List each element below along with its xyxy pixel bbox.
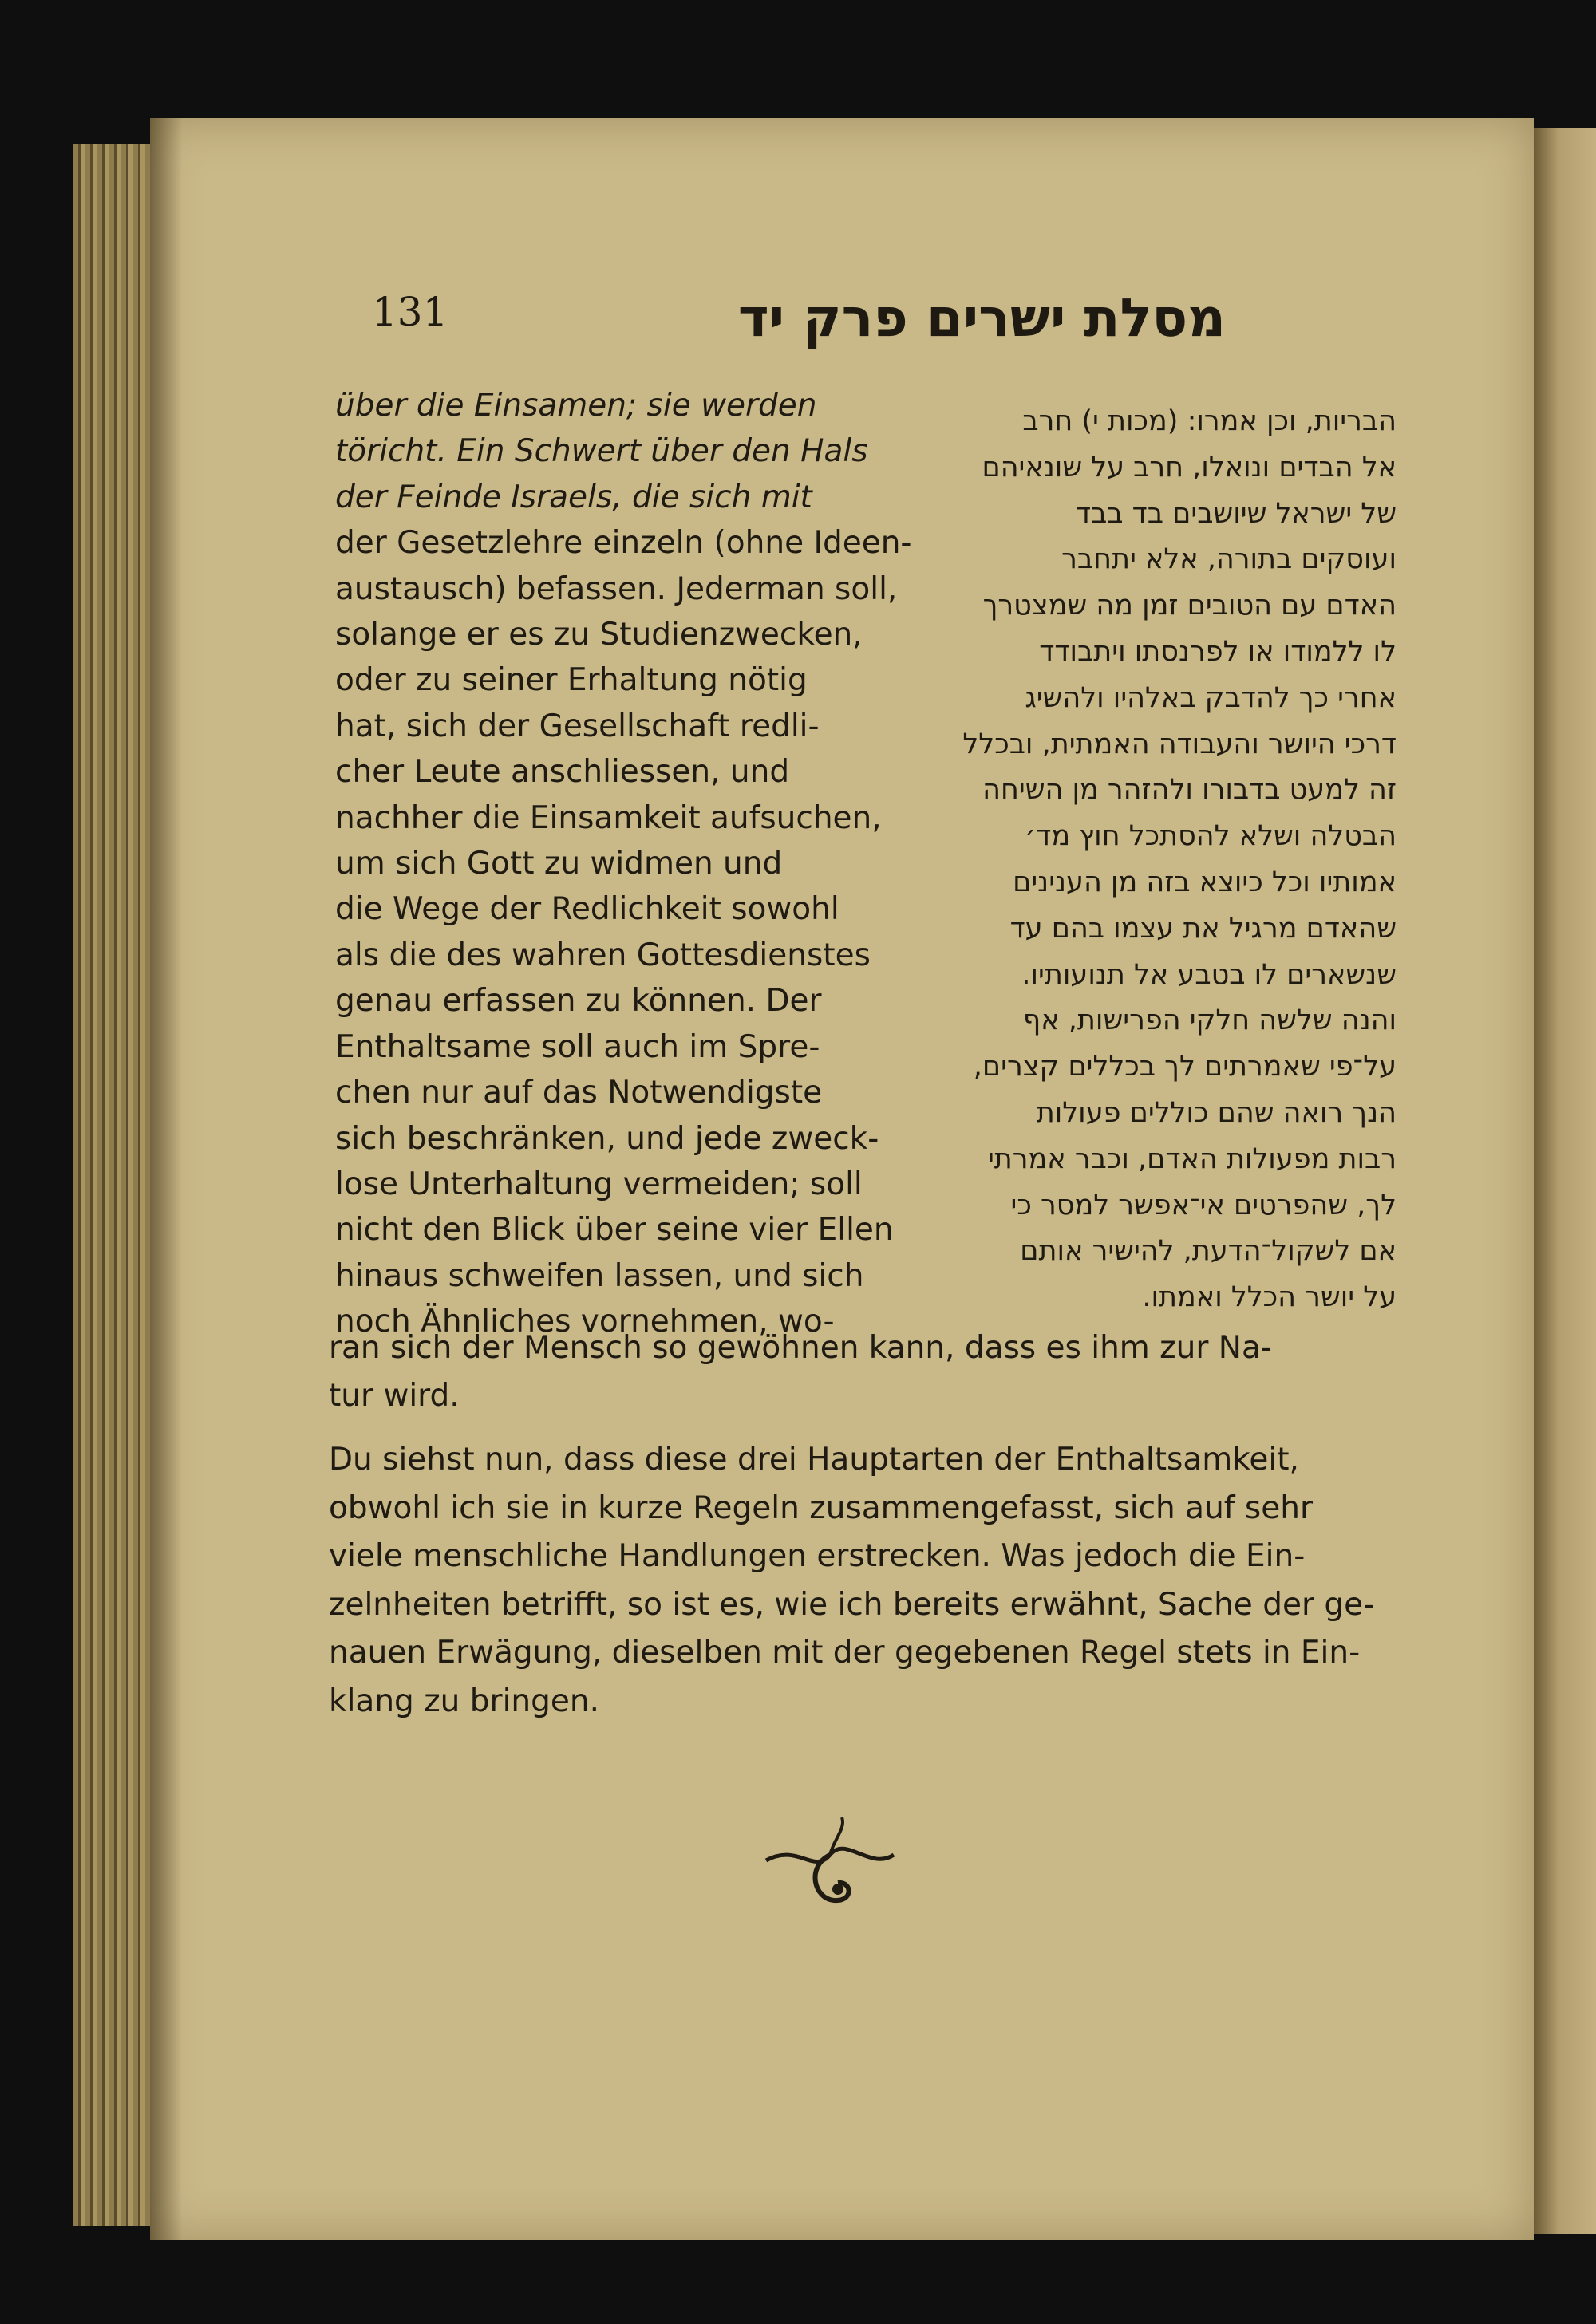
hebrew-text-line: הבטלה ושלא להסתכל חוץ מד׳	[1024, 820, 1396, 853]
paragraph-line: klang zu bringen.	[329, 1683, 599, 1719]
paragraph-line: Du siehst nun, dass diese drei Hauptarten der Enthaltsamkeit,	[329, 1442, 1299, 1478]
page-header	[372, 287, 1226, 375]
hebrew-running-title: מסלת ישרים פרק יד	[737, 287, 1226, 349]
german-translation-column	[335, 383, 910, 1345]
hebrew-text-line: ועוסקים בתורה, אלא יתחבר	[1061, 543, 1396, 576]
german-text-line: oder zu seiner Erhaltung nötig	[335, 662, 808, 699]
hebrew-text-line: לך, שהפרטים אי־אפשר למסר כי	[1010, 1189, 1396, 1221]
german-text-line: der Gesetzlehre einzeln (ohne Ideen-	[335, 525, 912, 562]
final-paragraph	[329, 1436, 1375, 1726]
hebrew-text-line: שנשארים לו בטבע אל תנועותיו.	[1021, 958, 1396, 991]
hebrew-text-line: על יושר הכלל ואמתו.	[1142, 1281, 1396, 1314]
continuation-line: tur wird.	[329, 1378, 460, 1414]
german-text-line: über die Einsamen; sie werden	[335, 388, 817, 424]
german-text-line: noch Ähnliches vornehmen, wo-	[335, 1304, 835, 1340]
german-text-line: austausch) befassen. Jederman soll,	[335, 570, 898, 607]
continuation-text	[329, 1324, 1366, 1420]
german-text-line: töricht. Ein Schwert über den Hals	[335, 433, 868, 470]
german-text-line: genau erfassen zu können. Der	[335, 983, 822, 1020]
german-text-line: hat, sich der Gesellschaft redli-	[335, 708, 820, 744]
continuation-line: ran sich der Mensch so gewöhnen kann, dass es ihm zur Na-	[329, 1330, 1272, 1366]
german-text-line: sich beschränken, und jede zweck-	[335, 1120, 879, 1157]
german-text-line: nicht den Blick über seine vier Ellen	[335, 1212, 894, 1249]
spine-shadow	[150, 118, 182, 2240]
german-text-line: solange er es zu Studienzwecken,	[335, 617, 863, 653]
german-text-line: die Wege der Redlichkeit sowohl	[335, 891, 839, 928]
hebrew-text-line: אם לשקול־הדעת, להישיר אותם	[1020, 1235, 1396, 1268]
german-text-line: chen nur auf das Notwendigste	[335, 1075, 823, 1111]
hebrew-text-line: אמותיו וכל כיוצא בזה מן הענינים	[1013, 866, 1396, 898]
paragraph-line: viele menschliche Handlungen erstrecken. Was jedoch die Ein-	[329, 1538, 1306, 1574]
german-text-line: der Feinde Israels, die sich mit	[335, 479, 812, 515]
ornament-icon	[758, 1811, 902, 1915]
hebrew-text-line: של ישראל שיושבים בד בבד	[1075, 497, 1396, 530]
german-text-line: nachher die Einsamkeit aufsuchen,	[335, 799, 882, 836]
facing-page-edge	[1534, 128, 1596, 2234]
german-text-line: lose Unterhaltung vermeiden; soll	[335, 1166, 863, 1202]
page-number: 131	[372, 289, 448, 335]
hebrew-text-line: אל הבדים ונואלו, חרב על שונאיהם	[982, 451, 1396, 483]
german-text-line: um sich Gott zu widmen und	[335, 846, 783, 882]
hebrew-text-line: לו ללמודו או לפרנסתו ויתבודד	[1039, 635, 1396, 668]
hebrew-text-line: הנך רואה שהם כוללים פעולות	[1036, 1096, 1396, 1129]
hebrew-text-line: אחרי כך להדבק באלהיו ולהשיג	[1025, 681, 1396, 714]
german-text-line: als die des wahren Gottesdienstes	[335, 937, 871, 973]
hebrew-text-line: הבריות, וכן אמרו: (מכות י) חרב	[1022, 405, 1396, 437]
german-text-line: Enthaltsame soll auch im Spre-	[335, 1028, 820, 1065]
hebrew-text-line: והנה שלשה חלקי הפרישות, אף	[1022, 1004, 1396, 1037]
hebrew-text-line: זה למעט בדבורו ולהזהר מן השיחה	[982, 774, 1396, 807]
hebrew-text-line: רבות מפעולות האדם, וכבר אמרתי	[987, 1142, 1396, 1175]
hebrew-text-line: שהאדם מרגיל את עצמו בהם עד	[1009, 912, 1396, 945]
german-text-line: hinaus schweifen lassen, und sich	[335, 1257, 864, 1294]
paragraph-line: zelnheiten betrifft, so ist es, wie ich bereits erwähnt, Sache der ge-	[329, 1586, 1375, 1623]
hebrew-text-line: האדם עם הטובים זמן מה שמצטרך	[982, 590, 1396, 622]
hebrew-text-line: על־פי שאמרתים לך בכללים קצרים,	[973, 1051, 1396, 1083]
paragraph-line: obwohl ich sie in kurze Regeln zusammengefasst, sich auf sehr	[329, 1489, 1313, 1526]
paragraph-line: nauen Erwägung, dieselben mit der gegebenen Regel stets in Ein-	[329, 1635, 1361, 1671]
hebrew-text-column	[926, 399, 1396, 1321]
hebrew-text-line: דרכי היושר והעבודה האמתית, ובכלל	[962, 728, 1396, 760]
german-text-line: cher Leute anschliessen, und	[335, 754, 790, 791]
page-edges	[73, 144, 150, 2226]
